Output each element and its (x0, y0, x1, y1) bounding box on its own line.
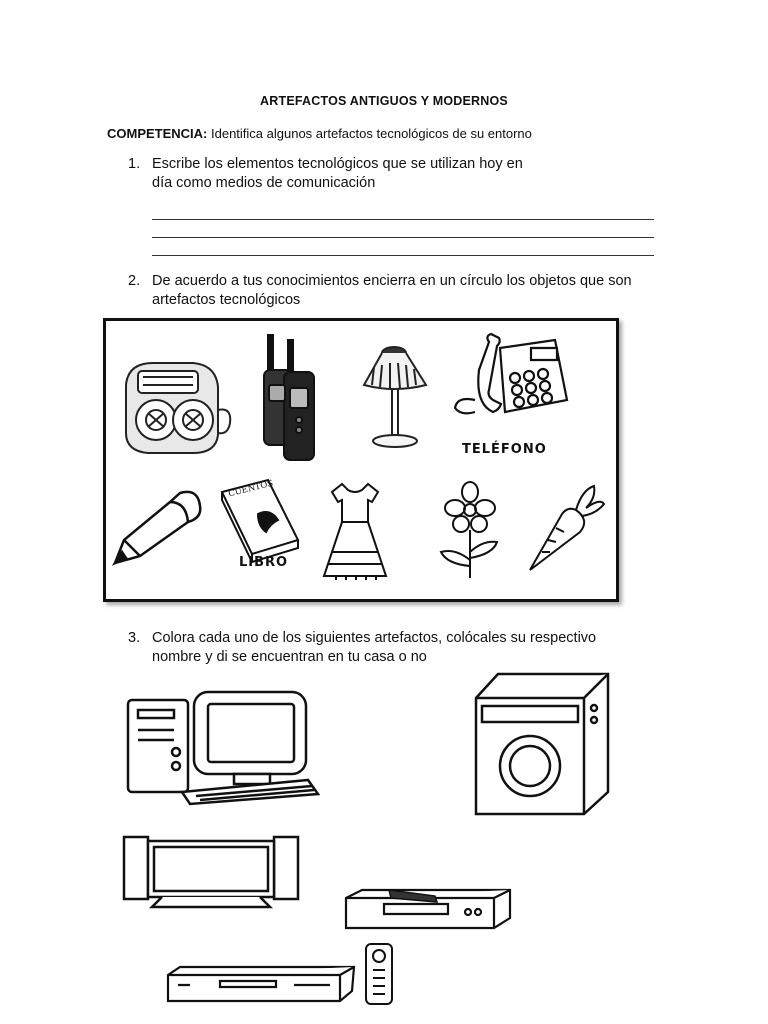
question-line: artefactos tecnológicos (152, 292, 301, 308)
remote-control-icon[interactable] (385, 886, 445, 906)
question-line: día como medios de comunicación (152, 175, 376, 191)
answer-line[interactable] (152, 219, 654, 220)
competencia-text: Identifica algunos artefactos tecnológicos de su entorno (207, 126, 532, 141)
question-1 (128, 155, 688, 195)
competencia-label: COMPETENCIA: (107, 126, 208, 141)
lamp-icon[interactable] (360, 345, 435, 455)
question-number: 3. (128, 630, 141, 646)
remote-control-icon[interactable] (362, 942, 396, 1006)
washing-machine-icon[interactable] (470, 668, 615, 818)
question-2 (128, 272, 728, 312)
question-line: Colora cada uno de los siguientes artefactos, colócales su respectivo (152, 630, 597, 646)
libro-label: LIBRO (239, 555, 289, 570)
carrot-icon[interactable] (524, 480, 609, 575)
walkie-talkie-icon[interactable] (262, 330, 322, 465)
question-line: De acuerdo a tus conocimientos encierra en un círculo los objetos que son (152, 273, 632, 289)
pencil-icon[interactable] (110, 488, 205, 568)
dvd-player-icon[interactable] (164, 965, 356, 1005)
page-title: ARTEFACTOS ANTIGUOS Y MODERNOS (260, 94, 508, 108)
answer-line[interactable] (152, 237, 654, 238)
telephone-icon[interactable] (445, 330, 570, 430)
radio-icon[interactable] (118, 355, 233, 460)
question-line: Escribe los elementos tecnológicos que se utilizan hoy en (152, 156, 523, 172)
competencia-line (107, 126, 532, 141)
question-number: 2. (128, 273, 141, 289)
flower-icon[interactable] (435, 482, 505, 582)
dress-icon[interactable] (318, 480, 393, 585)
computer-icon[interactable] (124, 690, 324, 805)
question-number: 1. (128, 156, 141, 172)
question-3 (128, 629, 728, 669)
question-line: nombre y di se encuentran en tu casa o no (152, 649, 427, 665)
television-icon[interactable] (122, 835, 302, 915)
answer-line[interactable] (152, 255, 654, 256)
cuentos-label: CUENTOS (227, 478, 275, 500)
telefono-label: TELÉFONO (462, 442, 547, 457)
